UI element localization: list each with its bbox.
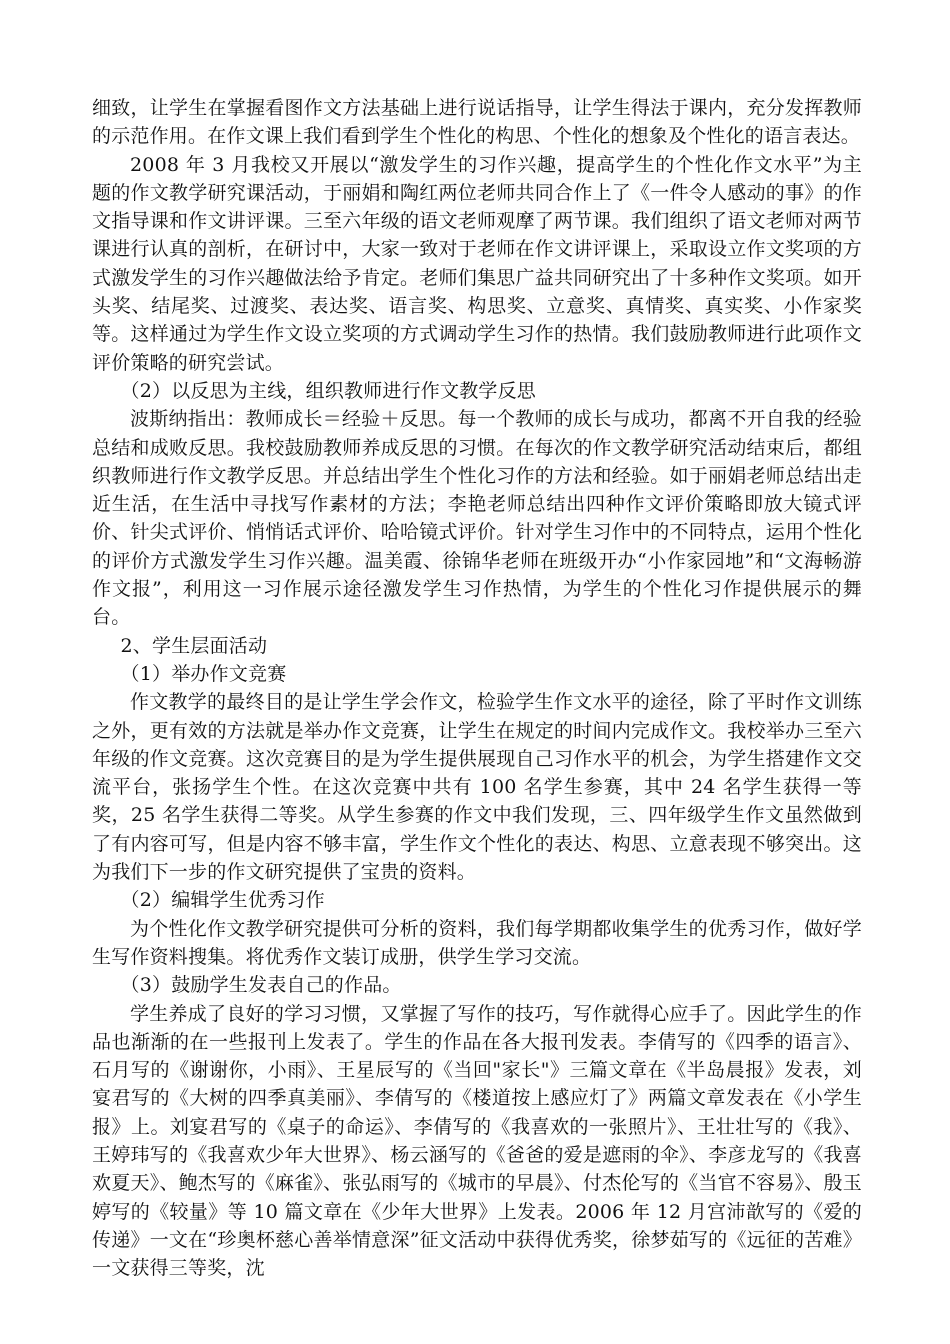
- paragraph-7: 作文教学的最终目的是让学生学会作文，检验学生作文水平的途径，除了平时作文训练之外，更有效的方法就是举办作文竞赛，让学生在规定的时间内完成作文。我校举办三至六年级的作文竞赛。这次竞赛目的是为学生提供展现自己习作水平的机会，为学生搭建作文交流平台，张扬学生个性。在这次竞赛中共有 100 名学生参赛，其中 24 名学生获得一等奖，25 名学生获得二等奖。从学生参赛的作文中我们发现，三、四年级学生作文虽然做到了有内容可写，但是内容不够丰富，学生作文个性化的表达、构思、立意表现不够突出。这为我们下一步的作文研究提供了宝贵的资料。: [92, 691, 862, 884]
- paragraph-1: 细致，让学生在掌握看图作文方法基础上进行说话指导，让学生得法于课内，充分发挥教师的示范作用。在作文课上我们看到学生个性化的构思、个性化的想象及个性化的语言表达。: [92, 97, 862, 148]
- paragraph-11: 学生养成了良好的学习习惯，又掌握了写作的技巧，写作就得心应手了。因此学生的作品也渐渐的在一些报刊上发表了。学生的作品在各大报刊发表。李倩写的《四季的语言》、石月写的《谢谢你，小雨》、王星辰写的《当回"家长"》三篇文章在《半岛晨报》发表，刘宴君写的《大树的四季真美丽》、李倩写的《楼道按上感应灯了》两篇文章发表在《小学生报》上。刘宴君写的《桌子的命运》、李倩写的《我喜欢的一张照片》、王壮壮写的《我》、王婷玮写的《我喜欢少年大世界》、杨云涵写的《爸爸的爱是遮雨的伞》、李彦龙写的《我喜欢夏天》、鲍杰写的《麻雀》、张弘雨写的《城市的早晨》、付杰伦写的《当官不容易》、殷玉婷写的《较量》等 10 篇文章在《少年大世界》上发表。2006 年 12 月宫沛歆写的《爱的传递》一文在“珍奥杯慈心善举情意深”征文活动中获得优秀奖，徐梦茹写的《远征的苦难》一文获得三等奖，沈: [92, 1002, 862, 1280]
- document-body: [92, 94, 862, 1282]
- paragraph-2: 2008 年 3 月我校又开展以“激发学生的习作兴趣，提高学生的个性化作文水平”为主题的作文教学研究课活动，于丽娟和陶红两位老师共同合作上了《一件令人感动的事》的作文指导课和作文讲评课。三至六年级的语文老师观摩了两节课。我们组织了语文老师对两节课进行认真的剖析，在研讨中，大家一致对于老师在作文讲评课上，采取设立作文奖项的方式激发学生的习作兴趣做法给予肯定。老师们集思广益共同研究出了十多种作文奖项。如开头奖、结尾奖、过渡奖、表达奖、语言奖、构思奖、立意奖、真情奖、真实奖、小作家奖等。这样通过为学生作文设立奖项的方式调动学生习作的热情。我们鼓励教师进行此项作文评价策略的研究尝试。: [92, 153, 862, 374]
- paragraph-4: 波斯纳指出：教师成长＝经验＋反思。每一个教师的成长与成功，都离不开自我的经验总结和成败反思。我校鼓励教师养成反思的习惯。在每次的作文教学研究活动结束后，都组织教师进行作文教学反思。并总结出学生个性化习作的方法和经验。如于丽娟老师总结出走近生活，在生活中寻找写作素材的方法；李艳老师总结出四种作文评价策略即放大镜式评价、针尖式评价、悄悄话式评价、哈哈镜式评价。针对学生习作中的不同特点，运用个性化的评价方式激发学生习作兴趣。温美霞、徐锦华老师在班级开办“小作家园地”和“文海畅游作文报”，利用这一习作展示途径激发学生习作热情，为学生的个性化习作提供展示的舞台。: [92, 408, 862, 629]
- section-heading-student-activities: 2、学生层面活动: [120, 634, 268, 657]
- section-heading-editing: （2）编辑学生优秀习作: [120, 889, 325, 912]
- paragraph-9: 为个性化作文教学研究提供可分析的资料，我们每学期都收集学生的优秀习作，做好学生写作资料搜集。将优秀作文装订成册，供学生学习交流。: [92, 917, 862, 968]
- section-heading-competition: （1）举办作文竞赛: [120, 662, 287, 685]
- section-heading-publishing: （3）鼓励学生发表自己的作品。: [120, 974, 402, 997]
- section-heading-reflection: （2）以反思为主线，组织教师进行作文教学反思: [120, 379, 536, 402]
